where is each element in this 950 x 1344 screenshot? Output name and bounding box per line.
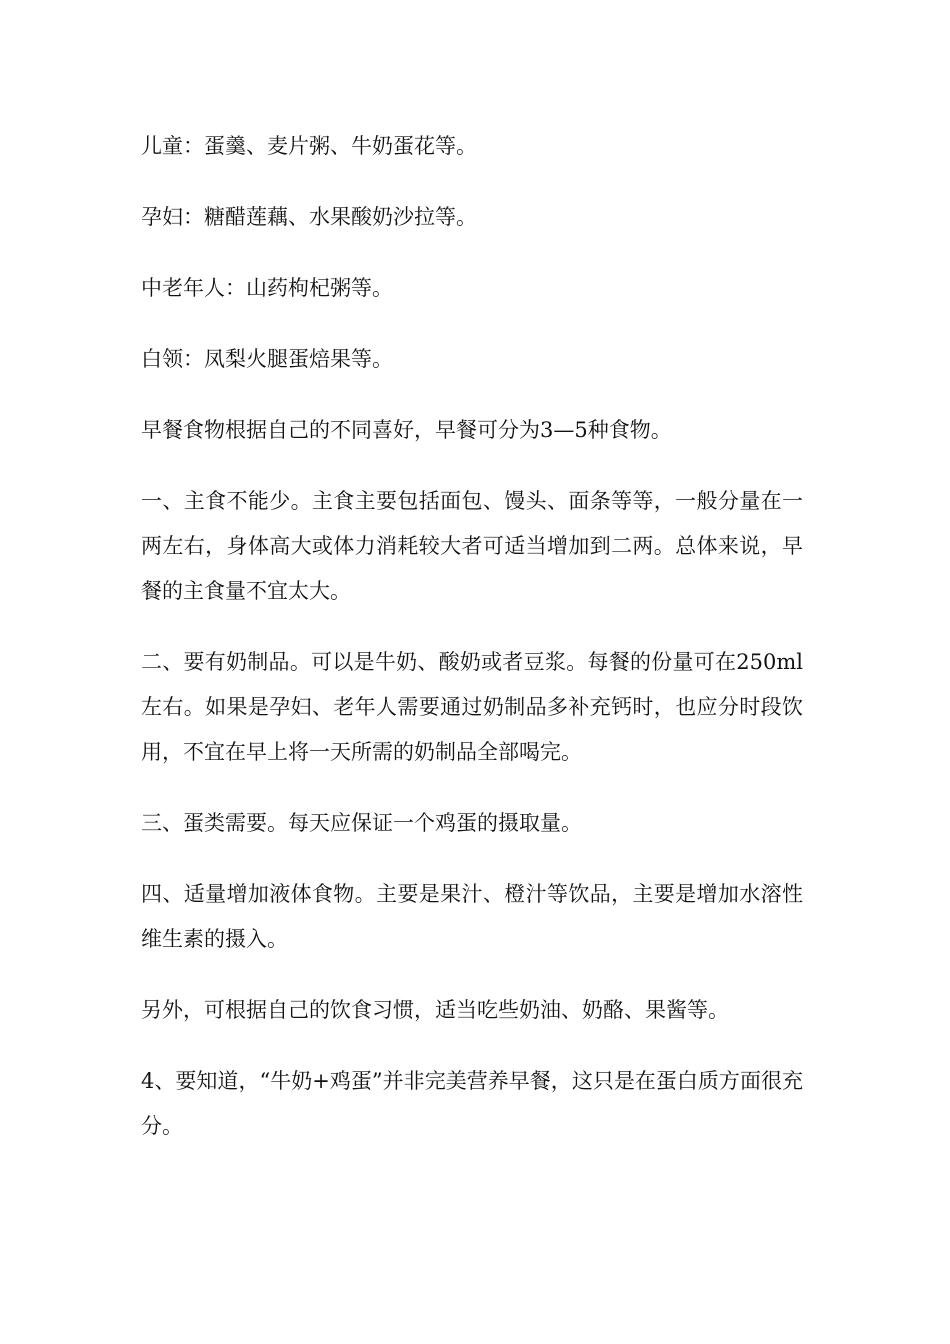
paragraph-pregnant-breakfast: 孕妇：糖醋莲藕、水果酸奶沙拉等。 xyxy=(141,205,477,229)
paragraph-staple-food: 一、主食不能少。主食主要包括面包、馒头、面条等等，一般分量在一两左右，身体高大或体力消耗较大者可适当增加到二两。总体来说，早餐的主食量不宜太大。 xyxy=(141,489,803,603)
paragraph-food-count: 早餐食物根据自己的不同喜好，早餐可分为3—5种食物。 xyxy=(141,418,672,442)
paragraph-children-breakfast: 儿童：蛋羹、麦片粥、牛奶蛋花等。 xyxy=(141,134,477,158)
document-body xyxy=(141,124,803,1175)
paragraph-office-breakfast: 白领：凤梨火腿蛋焙果等。 xyxy=(141,347,393,371)
paragraph-elderly-breakfast: 中老年人：山药枸杞粥等。 xyxy=(141,276,393,300)
paragraph-dairy: 二、要有奶制品。可以是牛奶、酸奶或者豆浆。每餐的份量可在250ml左右。如果是孕妇、老年人需要通过奶制品多补充钙时，也应分时段饮用，不宜在早上将一天所需的奶制品全部喝完。 xyxy=(141,650,803,764)
paragraph-extras: 另外，可根据自己的饮食习惯，适当吃些奶油、奶酪、果酱等。 xyxy=(141,998,729,1022)
paragraph-eggs: 三、蛋类需要。每天应保证一个鸡蛋的摄取量。 xyxy=(141,811,582,835)
paragraph-milk-egg-note: 4、要知道，“牛奶+鸡蛋”并非完美营养早餐，这只是在蛋白质方面很充分。 xyxy=(141,1069,803,1138)
paragraph-liquids: 四、适量增加液体食物。主要是果汁、橙汁等饮品，主要是增加水溶性维生素的摄入。 xyxy=(141,882,803,951)
